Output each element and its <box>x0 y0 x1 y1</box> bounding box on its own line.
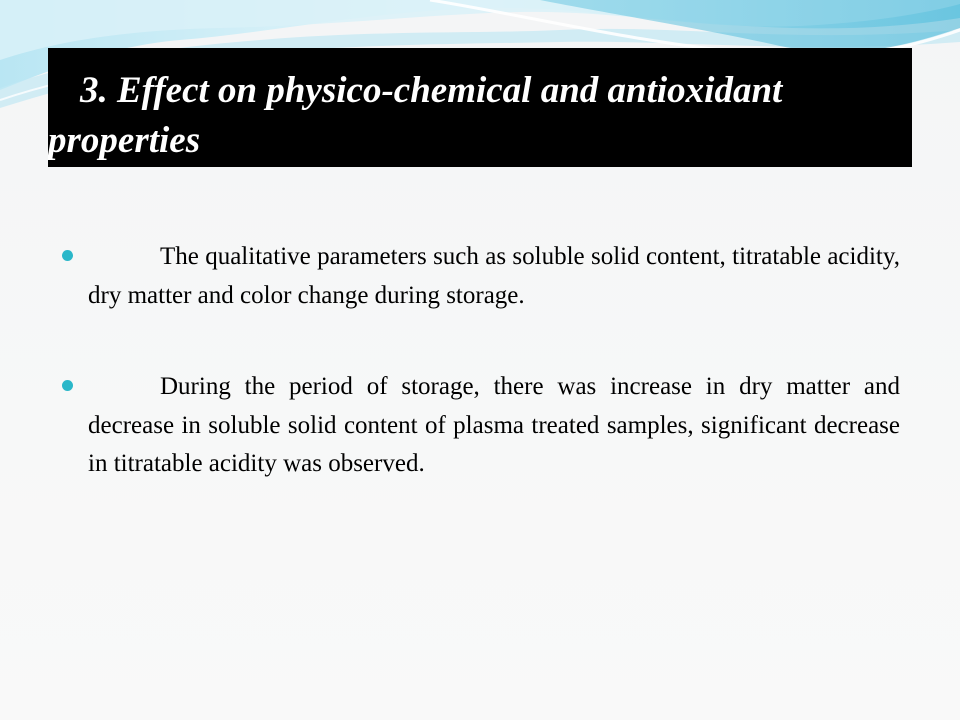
bullet-text: The qualitative parameters such as soluble solid content, titratable acidity, dry matter and color change during storage. <box>88 243 900 309</box>
bullet-list <box>60 238 900 484</box>
bullet-text: During the period of storage, there was increase in dry matter and decrease in soluble solid content of plasma treated samples, significant decrease in titratable acidity was observed. <box>88 373 900 477</box>
slide-title: 3. Effect on physico-chemical and antioxidant properties <box>48 70 783 161</box>
bullet-item <box>60 238 900 315</box>
bullet-dot-icon <box>62 250 73 261</box>
bullet-item <box>60 368 900 484</box>
bullet-dot-icon <box>62 380 73 391</box>
title-bar <box>48 48 912 167</box>
